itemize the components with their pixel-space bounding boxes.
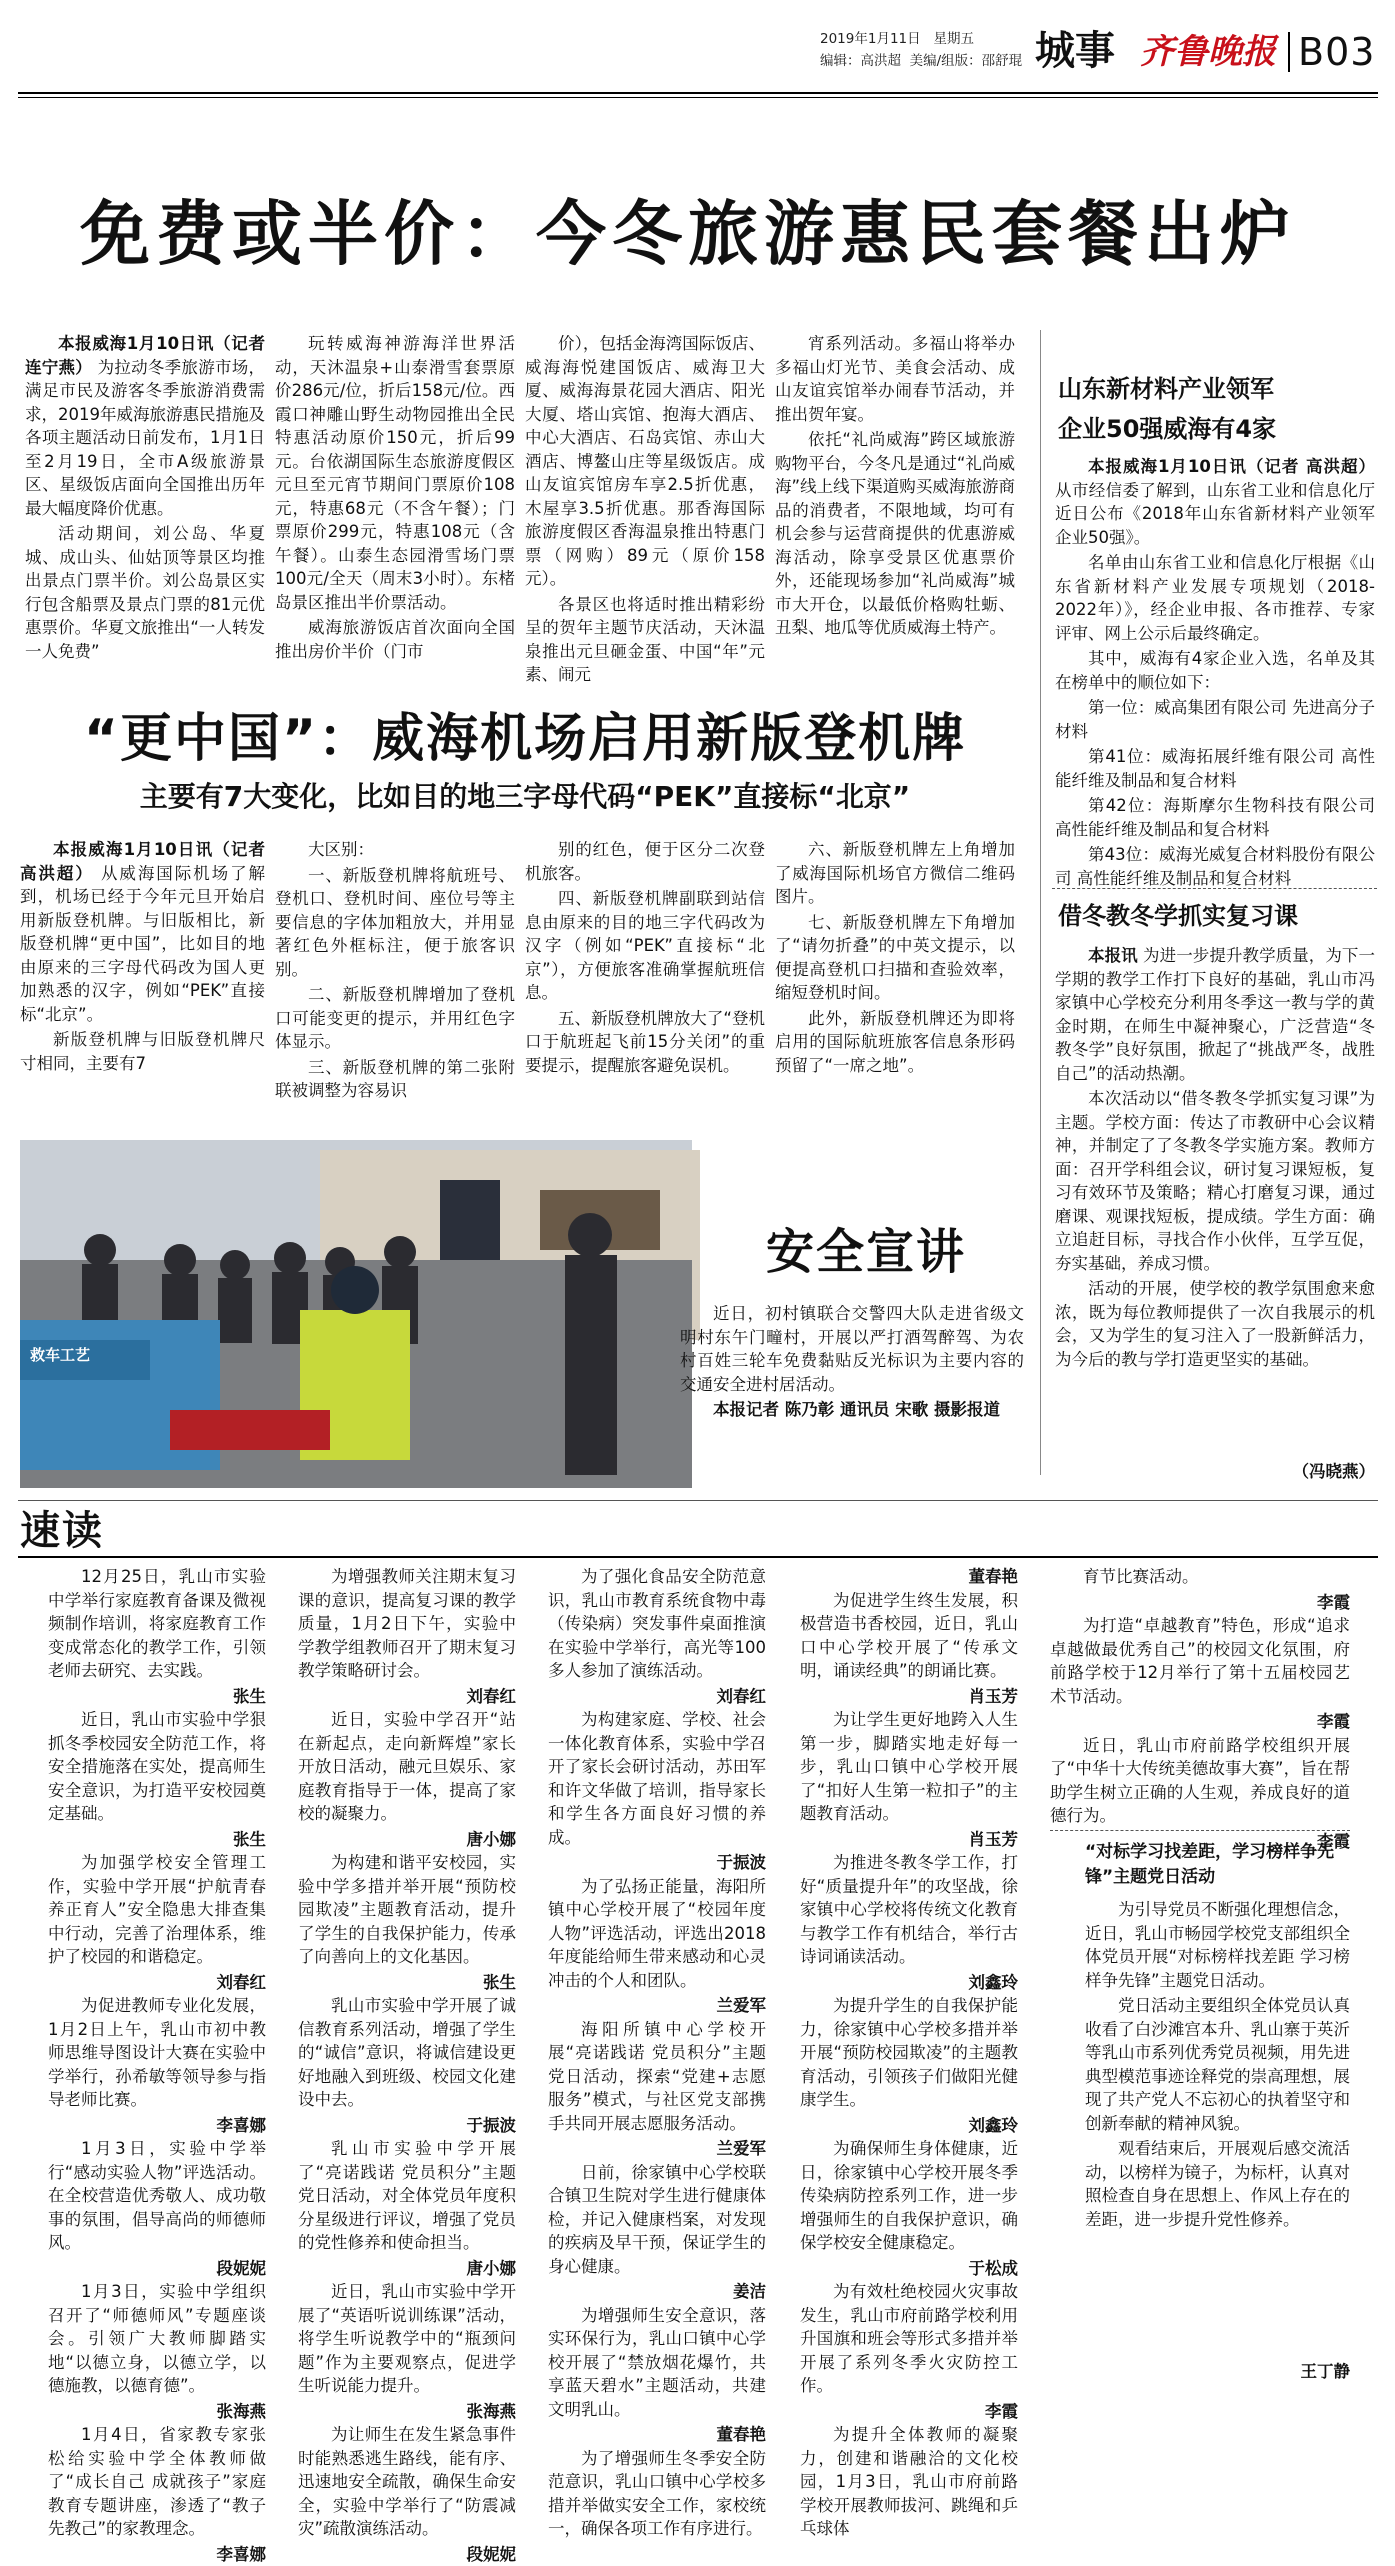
brief-text: 近日，乳山市实验中学狠抓冬季校园安全防范工作，将安全措施落在实处，提高师生安全意识，为打造平安校园奠定基础。 — [48, 1708, 266, 1826]
dateline: 本报威海1月10日讯（记者 高洪超） — [20, 840, 265, 883]
brief-author: 姜洁 — [548, 2280, 766, 2304]
story2-col-2 — [275, 838, 515, 1128]
brief-text: 为促进学生终生发展，积极营造书香校园，近日，乳山口中心学校开展了“传承文明，诵读经典”的朗诵比赛。 — [800, 1589, 1018, 1683]
paragraph: 本报威海1月10日讯（记者 连宁燕） 为拉动冬季旅游市场，满足市民及游客冬季旅游消费需求，2019年威海旅游惠民措施及各项主题活动日前发布，1月1日至2月19日，全市A级旅游景区、星级饭店面向全国推出历年最大幅度降价优惠。 — [25, 332, 265, 520]
story2-subtitle: 主要有7大变化，比如目的地三字母代码“PEK”直接标“北京” — [20, 778, 1030, 816]
sudu-title: 速读 — [20, 1504, 104, 1558]
page-number: B03 — [1298, 28, 1375, 76]
sudu-box-body — [1085, 1898, 1350, 2358]
brief-text: 为构建和谐平安校园，实验中学多措并举开展“预防校园欺凌”主题教育活动，提升了学生的自我保护能力，传承了向善向上的文化基因。 — [298, 1851, 516, 1969]
right1-body — [1055, 455, 1375, 885]
paragraph: 依托“礼尚威海”跨区域旅游购物平台，今冬凡是通过“礼尚威海”线上线下渠道购买威海旅游商品的消费者，不限地域，均可有机会参与运营商提供的优惠游威海活动，除享受景区优惠票价外，还能现场参加“礼尚威海”城市大开仓，以最低价格购牡蛎、丑梨、地瓜等优质威海土特产。 — [775, 428, 1015, 640]
brief-author: 张生 — [48, 1828, 266, 1852]
brief-author: 于振波 — [548, 1851, 766, 1875]
paragraph: 四、新版登机牌副联到站信息由原来的目的地三字代码改为汉字（例如“PEK”直接标“北京”），方便旅客准确掌握航班信息。 — [525, 887, 765, 1005]
paragraph: 活动的开展，使学校的教学氛围愈来愈浓，既为每位教师提供了一次自我展示的机会，又为学生的复习注入了一股新鲜活力，为今后的教与学打造更坚实的基础。 — [1055, 1277, 1375, 1371]
brief-author: 李霞 — [1050, 1710, 1350, 1734]
brief-author: 段妮妮 — [298, 2543, 516, 2566]
brief-author: 董春艳 — [800, 1565, 1018, 1589]
story2-col-4 — [775, 838, 1015, 1128]
safety-photo-image — [20, 1140, 692, 1488]
brief-text: 为打造“卓越教育”特色，形成“追求卓越做最优秀自己”的校园文化氛围，府前路学校于12月举行了第十五届校园艺术节活动。 — [1050, 1614, 1350, 1708]
paragraph: 本报威海1月10日讯（记者 高洪超） 从市经信委了解到，山东省工业和信息化厅近日公布《2018年山东省新材料产业领军企业50强》。 — [1055, 455, 1375, 549]
brief-author: 段妮妮 — [48, 2257, 266, 2281]
right1-title-line2: 企业50强威海有4家 — [1058, 412, 1378, 446]
paragraph: 大区别： — [275, 838, 515, 862]
brief-text: 为有效杜绝校园火灾事故发生，乳山市府前路学校利用升国旗和班会等形式多措并举开展了系列冬季火灾防控工作。 — [800, 2280, 1018, 2398]
brief-text: 乳山市实验中学开展了“亮诺践诺 党员积分”主题党日活动，对全体党员年度积分星级进行评议，增强了党员的党性修养和使命担当。 — [298, 2137, 516, 2255]
brief-text: 为确保师生身体健康，近日，徐家镇中心学校开展冬季传染病防控系列工作，进一步增强师生的自我保护意识，确保学校安全健康稳定。 — [800, 2137, 1018, 2255]
story1-col-1 — [25, 332, 265, 662]
dateline: 本报威海1月10日讯（记者 连宁燕） — [25, 334, 265, 377]
sudu-col-1 — [48, 1565, 266, 2390]
right-column-divider — [1040, 330, 1041, 1475]
brief-text: 1月3日，实验中学举行“感动实验人物”评选活动。在全校营造优秀敬人、成功敬事的氛围，倡导高尚的师德师风。 — [48, 2137, 266, 2255]
brief-text: 近日，实验中学召开“站在新起点，走向新辉煌”家长开放日活动，融元旦娱乐、家庭教育指导于一体，提高了家校的凝聚力。 — [298, 1708, 516, 1826]
paper-logo: 齐鲁晚报 — [1140, 30, 1276, 74]
header-date: 2019年1月11日 — [820, 31, 921, 47]
brief-author: 李霞 — [1050, 1591, 1350, 1615]
paragraph: 活动期间，刘公岛、华夏城、成山头、仙姑顶等景区均推出景点门票半价。刘公岛景区实行包含船票及景点门票的81元优惠票价。华夏文旅推出“一人转发一人免费” — [25, 522, 265, 663]
brief-text: 近日，乳山市府前路学校组织开展了“中华十大传统美德故事大赛”，旨在帮助学生树立正确的人生观，养成良好的道德行为。 — [1050, 1734, 1350, 1828]
sudu-col-5 — [1050, 1565, 1350, 1825]
brief-author: 张生 — [48, 1685, 266, 1709]
brief-author: 兰爱军 — [548, 2137, 766, 2161]
paragraph: 各景区也将适时推出精彩纷呈的贺年主题节庆活动，天沐温泉推出元旦砸金蛋、中国“年”元素、闹元 — [525, 593, 765, 687]
brief-author: 肖玉芳 — [800, 1828, 1018, 1852]
paragraph: 七、新版登机牌左下角增加了“请勿折叠”的中英文提示，以便提高登机口扫描和查验效率，缩短登机时间。 — [775, 911, 1015, 1005]
brief-author: 于松成 — [800, 2257, 1018, 2281]
paragraph: 五、新版登机牌放大了“登机口于航班起飞前15分关闭”的重要提示，提醒旅客避免误机。 — [525, 1007, 765, 1078]
brief-author: 李霞 — [800, 2400, 1018, 2424]
paragraph: 本报讯 为进一步提升教学质量，为下一学期的教学工作打下良好的基础，乳山市冯家镇中心学校充分利用冬季这一教与学的黄金时期，在师生中凝神聚心，广泛营造“冬教冬学”良好氛围，掀起了“挑战严冬，战胜自己”的活动热潮。 — [1055, 944, 1375, 1085]
story1-col-3 — [525, 332, 765, 662]
photo-story-title: 安全宣讲 — [706, 1222, 1026, 1282]
header-divider — [1288, 32, 1290, 72]
header-weekday: 星期五 — [934, 31, 975, 47]
ranking-item: 第42位：海斯摩尔生物科技有限公司 高性能纤维及制品和复合材料 — [1055, 794, 1375, 841]
header-designer: 美编/组版：邵舒琨 — [910, 53, 1023, 69]
header-rule-thin — [18, 97, 1378, 98]
brief-text: 近日，乳山市实验中学开展了“英语听说训练课”活动，将学生听说教学中的“瓶颈问题”作为主要观察点，促进学生听说能力提升。 — [298, 2280, 516, 2398]
brief-author: 刘春红 — [48, 1971, 266, 1995]
brief-text: 海阳所镇中心学校开展“亮诺践诺 党员积分”主题党日活动，探索“党建+志愿服务”模式，与社区党支部携手共同开展志愿服务活动。 — [548, 2018, 766, 2136]
photo-story-text: 近日，初村镇联合交警四大队走进省级文明村东午门疃村，开展以严打酒驾醉驾、为农村百姓三轮车免费黏贴反光标识为主要内容的交通安全进村居活动。 — [680, 1302, 1024, 1396]
brief-text: 为促进教师专业化发展，1月2日上午，乳山市初中教师思维导图设计大赛在实验中学举行，孙希敏等领导参与指导老师比赛。 — [48, 1994, 266, 2112]
sudu-rule — [18, 1556, 1378, 1558]
brief-text: 为了强化食品安全防范意识，乳山市教育系统食物中毒（传染病）突发事件桌面推演在实验中学举行，高光等100多人参加了演练活动。 — [548, 1565, 766, 1683]
brief-text: 1月4日，省家教专家张松给实验中学全体教师做了“成长自己 成就孩子”家庭教育专题讲座，渗透了“教子先教己”的家教理念。 — [48, 2423, 266, 2541]
story1-title: 免费或半价：今冬旅游惠民套餐出炉 — [18, 188, 1358, 280]
brief-text: 为让师生在发生紧急事件时能熟悉逃生路线，能有序、迅速地安全疏散，确保生命安全，实验中学举行了“防震减灾”疏散演练活动。 — [298, 2423, 516, 2541]
photo-story-body — [680, 1302, 1024, 1424]
brief-text: 为了弘扬正能量，海阳所镇中心学校开展了“校园年度人物”评选活动，评选出2018年度能给师生带来感动和心灵冲击的个人和团队。 — [548, 1875, 766, 1993]
brief-author: 张生 — [298, 1971, 516, 1995]
brief-text: 育节比赛活动。 — [1050, 1565, 1350, 1589]
brief-author: 唐小娜 — [298, 1828, 516, 1852]
right2-author: （冯晓燕） — [1200, 1460, 1375, 1484]
header-editor: 编辑：高洪超 — [820, 53, 901, 69]
brief-author: 刘鑫玲 — [800, 2114, 1018, 2138]
sudu-col-2 — [298, 1565, 516, 2390]
paragraph: 本报威海1月10日讯（记者 高洪超） 从威海国际机场了解到，机场已经于今年元旦开始启用新版登机牌。与旧版相比，新版登机牌“更中国”，比如目的地由原来的三字母代码改为国人更加熟悉的汉字，例如“PEK”直接标“北京”。 — [20, 838, 265, 1026]
brief-author: 刘鑫玲 — [800, 1971, 1018, 1995]
paragraph: 其中，威海有4家企业入选，名单及其在榜单中的顺位如下： — [1055, 647, 1375, 694]
paragraph: 威海旅游饭店首次面向全国推出房价半价（门市 — [275, 616, 515, 663]
paragraph: 宵系列活动。多福山将举办多福山灯光节、美食会活动、成山友谊宾馆举办闹春节活动，并推出贺年宴。 — [775, 332, 1015, 426]
brief-author: 李霞 — [1050, 1830, 1350, 1854]
section-name: 城事 — [1035, 26, 1115, 76]
paragraph: 此外，新版登机牌还为即将启用的国际航班旅客信息条形码预留了“一席之地”。 — [775, 1007, 1015, 1078]
right2-title: 借冬教冬学抓实复习课 — [1058, 898, 1378, 934]
dateline: 本报讯 — [1088, 946, 1138, 965]
brief-text: 为构建家庭、学校、社会一体化教育体系，实验中学召开了家长会研讨活动，苏田军和许文华做了培训，指导家长和学生各方面良好习惯的养成。 — [548, 1708, 766, 1849]
sudu-box-title: “对标学习找差距，学习榜样争先锋”主题党日活动 — [1085, 1840, 1350, 1890]
brief-text: 1月3日，实验中学组织召开了“师德师风”专题座谈会。引领广大教师脚踏实地“以德立身，以德立学，以德施教，以德育德”。 — [48, 2280, 266, 2398]
brief-text: 为了增强师生冬季安全防范意识，乳山口镇中心学校多措并举做实安全工作，家校统一，确保各项工作有序进行。 — [548, 2447, 766, 2541]
sudu-box-author: 王丁静 — [1150, 2360, 1350, 2384]
sudu-box-divider — [1050, 1830, 1350, 1831]
dateline: 本报威海1月10日讯（记者 高洪超） — [1088, 457, 1375, 476]
brief-text: 为推进冬教冬学工作，打好“质量提升年”的攻坚战，徐家镇中心学校将传统文化教育与教学工作有机结合，举行古诗词诵读活动。 — [800, 1851, 1018, 1969]
brief-text: 为提升学生的自我保护能力，徐家镇中心学校多措并举开展“预防校园欺凌”的主题教育活动，引领孩子们做阳光健康学生。 — [800, 1994, 1018, 2112]
brief-text: 为提升全体教师的凝聚力，创建和谐融洽的文化校园，1月3日，乳山市府前路学校开展教师拔河、跳绳和乒乓球体 — [800, 2423, 1018, 2541]
story1-col-4 — [775, 332, 1015, 662]
safety-photo — [20, 1140, 692, 1488]
paragraph: 观看结束后，开展观后感交流活动，以榜样为镜子，为标杆，认真对照检查自身在思想上、作风上存在的差距，进一步提升党性修养。 — [1085, 2137, 1350, 2231]
brief-text: 日前，徐家镇中心学校联合镇卫生院对学生进行健康体检，并记入健康档案，对发现的疾病及早干预，保证学生的身心健康。 — [548, 2161, 766, 2279]
paragraph: 党日活动主要组织全体党员认真收看了白沙滩宫本升、乳山寨于英沂等乳山市系列优秀党员视频，用先进典型模范事迹诠释党的崇高理想，展现了共产党人不忘初心的执着坚守和创新奉献的精神风貌。 — [1085, 1994, 1350, 2135]
photo-vehicle-text: 救车工艺 — [30, 1344, 90, 1365]
sudu-rule-top — [18, 1500, 1378, 1501]
brief-text: 为增强师生安全意识，落实环保行为，乳山口镇中心学校开展了“禁放烟花爆竹，共享蓝天碧水”主题活动，共建文明乳山。 — [548, 2304, 766, 2422]
sudu-col-3 — [548, 1565, 766, 2390]
ranking-item: 第41位：威海拓展纤维有限公司 高性能纤维及制品和复合材料 — [1055, 745, 1375, 792]
header-rule — [18, 92, 1378, 94]
paragraph: 名单由山东省工业和信息化厅根据《山东省新材料产业发展专项规划（2018-2022年）》，经企业申报、各市推荐、专家评审、网上公示后最终确定。 — [1055, 551, 1375, 645]
ranking-item: 第一位：威高集团有限公司 先进高分子材料 — [1055, 696, 1375, 743]
paragraph: 价），包括金海湾国际饭店、威海海悦建国饭店、威海卫大厦、威海海景花园大酒店、阳光大厦、塔山宾馆、抱海大酒店、中心大酒店、石岛宾馆、赤山大酒店、博鳌山庄等星级饭店。成山友谊宾馆房车享2.5折优惠，木屋享3.5折优惠。那香海国际旅游度假区香海温泉推出特惠门票（网购）89元（原价158元）。 — [525, 332, 765, 591]
paragraph: 本次活动以“借冬教冬学抓实复习课”为主题。学校方面：传达了市教研中心会议精神，并制定了了冬教冬学实施方案。教师方面：召开学科组会议，研讨复习课短板，复习有效环节及策略；精心打磨复习课，通过磨课、观课找短板，提成绩。学生方面：确立追赶目标，寻找合作小伙伴，互学互促，夯实基础，养成习惯。 — [1055, 1087, 1375, 1275]
paragraph: 六、新版登机牌左上角增加了威海国际机场官方微信二维码图片。 — [775, 838, 1015, 909]
brief-author: 唐小娜 — [298, 2257, 516, 2281]
paragraph: 为引导党员不断强化理想信念，近日，乳山市畅园学校党支部组织全体党员开展“对标榜样找差距 学习榜样争先锋”主题党日活动。 — [1085, 1898, 1350, 1992]
right-divider-1 — [1052, 888, 1377, 889]
paragraph: 二、新版登机牌增加了登机口可能变更的提示，并用红色字体显示。 — [275, 983, 515, 1054]
story2-col-3 — [525, 838, 765, 1128]
brief-author: 肖玉芳 — [800, 1685, 1018, 1709]
header-meta — [820, 28, 1040, 72]
brief-author: 张海燕 — [48, 2400, 266, 2424]
brief-author: 刘春红 — [548, 1685, 766, 1709]
photo-story-credit: 本报记者 陈乃彰 通讯员 宋歌 摄影报道 — [680, 1398, 1024, 1422]
right1-title-line1: 山东新材料产业领军 — [1058, 372, 1378, 406]
paragraph: 新版登机牌与旧版登机牌尺寸相同，主要有7 — [20, 1028, 265, 1075]
brief-text: 为加强学校安全管理工作，实验中学开展“护航青春 养正育人”安全隐患大排查集中行动，完善了治理体系，维护了校园的和谐稳定。 — [48, 1851, 266, 1969]
brief-text: 12月25日，乳山市实验中学举行家庭教育备课及微视频制作培训，将家庭教育工作变成常态化的教学工作，引领老师去研究、去实践。 — [48, 1565, 266, 1683]
story1-col-2 — [275, 332, 515, 662]
brief-author: 于振波 — [298, 2114, 516, 2138]
paragraph: 别的红色，便于区分二次登机旅客。 — [525, 838, 765, 885]
right2-body — [1055, 944, 1375, 1459]
brief-author: 董春艳 — [548, 2423, 766, 2447]
paragraph: 三、新版登机牌的第二张附联被调整为容易识 — [275, 1056, 515, 1103]
story2-col-1 — [20, 838, 265, 1128]
brief-author: 张海燕 — [298, 2400, 516, 2424]
brief-author: 李喜娜 — [48, 2114, 266, 2138]
brief-text: 为让学生更好地跨入人生第一步，脚踏实地走好每一步，乳山口镇中心学校开展了“扣好人生第一粒扣子”的主题教育活动。 — [800, 1708, 1018, 1826]
brief-text: 乳山市实验中学开展了诚信教育系列活动，增强了学生的“诚信”意识，将诚信建设更好地融入到班级、校园文化建设中去。 — [298, 1994, 516, 2112]
brief-text: 为增强教师关注期末复习课的意识，提高复习课的教学质量，1月2日下午，实验中学教学组教师召开了期末复习教学策略研讨会。 — [298, 1565, 516, 1683]
brief-author: 刘春红 — [298, 1685, 516, 1709]
story2-title: “更中国”：威海机场启用新版登机牌 — [20, 706, 1030, 772]
brief-author: 兰爱军 — [548, 1994, 766, 2018]
sudu-col-4 — [800, 1565, 1018, 2390]
ranking-item: 第43位：威海光威复合材料股份有限公司 高性能纤维及制品和复合材料 — [1055, 843, 1375, 890]
paragraph: 一、新版登机牌将航班号、登机口、登机时间、座位号等主要信息的字体加粗放大，并用显著红色外框标注，便于旅客识别。 — [275, 864, 515, 982]
brief-author: 李喜娜 — [48, 2543, 266, 2566]
paragraph: 玩转威海神游海洋世界活动，天沐温泉+山泰滑雪套票原价286元/位，折后158元/位。西霞口神雕山野生动物园推出全民特惠活动原价150元，折后99元。台依湖国际生态旅游度假区元旦至元宵节期间门票原价108元，特惠68元（不含午餐）；门票原价299元，特惠108元（含午餐）。山泰生态园滑雪场门票100元/全天（周末3小时）。东楮岛景区推出半价票活动。 — [275, 332, 515, 614]
